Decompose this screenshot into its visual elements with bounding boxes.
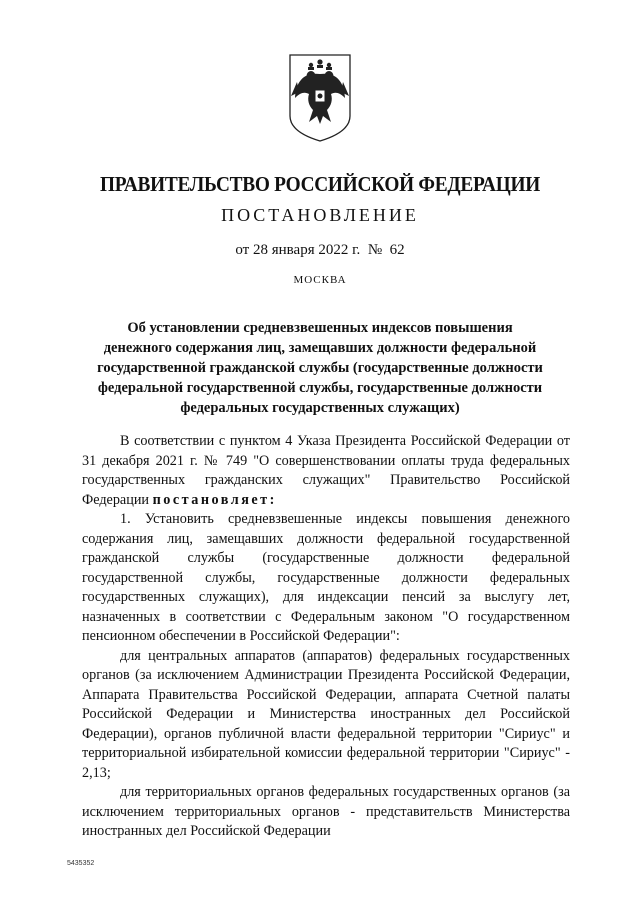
preamble-text: В соответствии с пунктом 4 Указа Президента Российской Федерации от 31 декабря 2021 г. № 749 "О совершенствовании оплаты труда федеральных государственных гражданских служащих" Правительство Российской Федерации <box>82 433 570 508</box>
document-code: 5435352 <box>67 860 95 867</box>
number-sign: № <box>367 242 383 258</box>
document-date: 28 января 2022 г. <box>252 242 361 258</box>
body-paragraph: 1. Установить средневзвешенные индексы повышения денежного содержания лиц, замещавших должности федеральной государственной гражданской службы (государственные должности федеральной государственной службы, государственные должности федеральных государственных служащих), для индексации пенсий за выслугу лет, назначенных в соответствии с Федеральным законом "О государственном пенсионном обеспечении в Российской Федерации": <box>82 511 570 644</box>
document-type: ПОСТАНОВЛЕНИЕ <box>221 205 419 225</box>
heading-line: Об установлении средневзвешенных индексов повышения <box>127 320 513 336</box>
resolves-word: постановляет: <box>152 491 277 508</box>
heading-line: федеральной государственной службы, государственные должности <box>97 380 543 396</box>
document-number: 62 <box>389 242 405 258</box>
body-paragraph: для центральных аппаратов (аппаратов) федеральных государственных органов (за исключением Администрации Президента Российской Федерации, Аппарата Правительства Российской Федерации, аппарата Счетной палаты Российской Федерации и Министерства иностранных дел Российской Федерации), органов публичной власти федеральной территории "Сириус" и территориальной избирательной комиссии федеральной территории "Сириус" - 2,13; <box>82 647 570 781</box>
document-heading <box>90 318 550 418</box>
coat-of-arms-emblem <box>287 52 353 144</box>
government-title: ПРАВИТЕЛЬСТВО РОССИЙСКОЙ ФЕДЕРАЦИИ <box>100 172 540 196</box>
document-body <box>82 432 570 842</box>
date-number-line <box>0 242 640 259</box>
heading-line: денежного содержания лиц, замещавших должности федеральной <box>103 340 537 356</box>
heading-line: федеральных государственных служащих) <box>180 400 460 416</box>
date-prefix: от <box>235 242 250 258</box>
heading-line: государственной гражданской службы (государственные должности <box>97 360 543 376</box>
body-paragraph: для территориальных органов федеральных государственных органов (за исключением территориальных органов - представительств Министерства иностранных дел Российской Федерации <box>82 784 570 839</box>
city-label: МОСКВА <box>293 274 347 286</box>
preamble-paragraph <box>82 432 570 510</box>
